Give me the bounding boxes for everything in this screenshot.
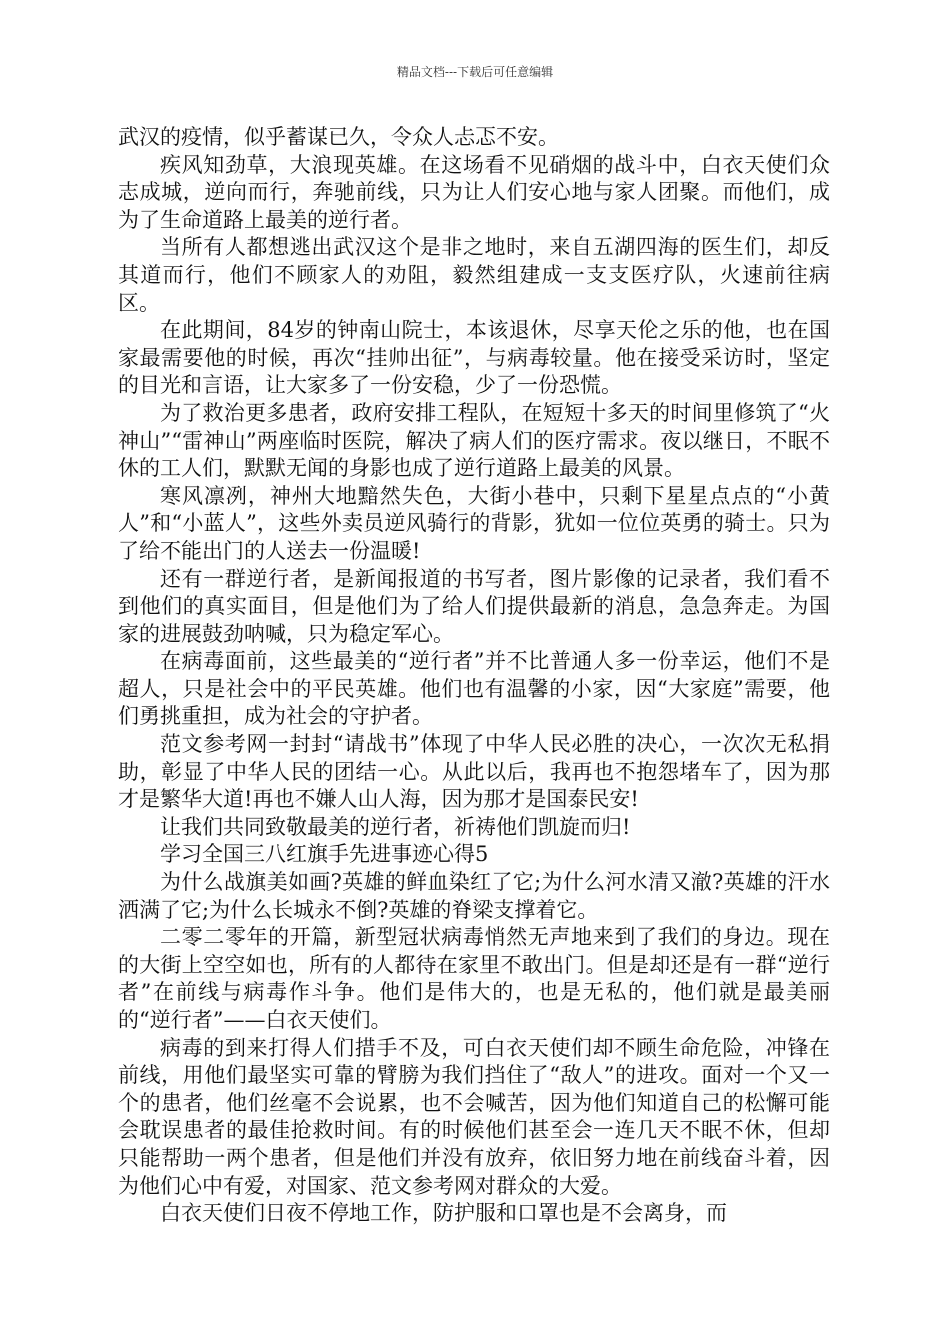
paragraph: 为什么战旗美如画?英雄的鲜血染红了它;为什么河水清又澈?英雄的汗水洒满了它;为什么长城永不倒?英雄的脊梁支撑着它。	[118, 870, 830, 922]
paragraph: 让我们共同致敬最美的逆行者，祈祷他们凯旋而归!	[160, 814, 631, 839]
paragraph: 在此期间，84岁的钟南山院士，本该退休，尽享天伦之乐的他，也在国家最需要他的时候，再次“挂帅出征”，与病毒较量。他在接受采访时，坚定的目光和言语，让大家多了一份安稳，少了一份恐慌。	[118, 318, 830, 398]
paragraph: 范文参考网一封封“请战书”体现了中华人民必胜的决心，一次次无私捐助，彰显了中华人民的团结一心。从此以后，我再也不抱怨堵车了，因为那才是繁华大道!再也不嫌人山人海，因为那才是国泰民安!	[118, 732, 830, 812]
paragraph: 寒风凛冽，神州大地黯然失色，大街小巷中，只剩下星星点点的“小黄人”和“小蓝人”，这些外卖员逆风骑行的背影，犹如一位位英勇的骑士。只为了给不能出门的人送去一份温暖!	[118, 483, 830, 563]
paragraph: 二零二零年的开篇，新型冠状病毒悄然无声地来到了我们的身边。现在的大街上空空如也，所有的人都待在家里不敢出门。但是却还是有一群“逆行者”在前线与病毒作斗争。他们是伟大的，也是无私的，他们就是最美丽的“逆行者”——白衣天使们。	[118, 925, 830, 1032]
paragraph: 病毒的到来打得人们措手不及，可白衣天使们却不顾生命危险，冲锋在前线，用他们最坚实可靠的臂膀为我们挡住了“敌人”的进攻。面对一个又一个的患者，他们丝毫不会说累，也不会喊苦，因为他们知道自己的松懈可能会耽误患者的最佳抢救时间。有的时候他们甚至会一连几天不眠不休，但却只能帮助一两个患者，但是他们并没有放弃，依旧努力地在前线奋斗着，因为他们心中有爱，对国家、范文参考网对群众的大爱。	[118, 1035, 830, 1198]
page-header-watermark: 精品文档---下载后可任意编辑	[396, 65, 554, 79]
paragraph: 疾风知劲草，大浪现英雄。在这场看不见硝烟的战斗中，白衣天使们众志成城，逆向而行，奔驰前线，只为让人们安心地与家人团聚。而他们，成为了生命道路上最美的逆行者。	[118, 152, 830, 232]
paragraph: 还有一群逆行者，是新闻报道的书写者，图片影像的记录者，我们看不到他们的真实面目，但是他们为了给人们提供最新的消息，急急奔走。为国家的进展鼓劲呐喊，只为稳定军心。	[118, 566, 830, 646]
document-body	[118, 124, 830, 1228]
paragraph: 白衣天使们日夜不停地工作，防护服和口罩也是不会离身，而	[160, 1201, 727, 1226]
paragraph: 当所有人都想逃出武汉这个是非之地时，来自五湖四海的医生们，却反其道而行，他们不顾家人的劝阻，毅然组建成一支支医疗队，火速前往病区。	[118, 235, 830, 315]
section-title: 学习全国三八红旗手先进事迹心得5	[160, 842, 489, 867]
paragraph: 在病毒面前，这些最美的“逆行者”并不比普通人多一份幸运，他们不是超人，只是社会中的平民英雄。他们也有温馨的小家，因“大家庭”需要，他们勇挑重担，成为社会的守护者。	[118, 649, 831, 729]
paragraph: 武汉的疫情，似乎蓄谋已久，令众人忐忑不安。	[118, 125, 559, 149]
paragraph: 为了救治更多患者，政府安排工程队，在短短十多天的时间里修筑了“火神山”“雷神山”两座临时医院，解决了病人们的医疗需求。夜以继日，不眠不休的工人们，默默无闻的身影也成了逆行道路上最美的风景。	[118, 400, 830, 481]
